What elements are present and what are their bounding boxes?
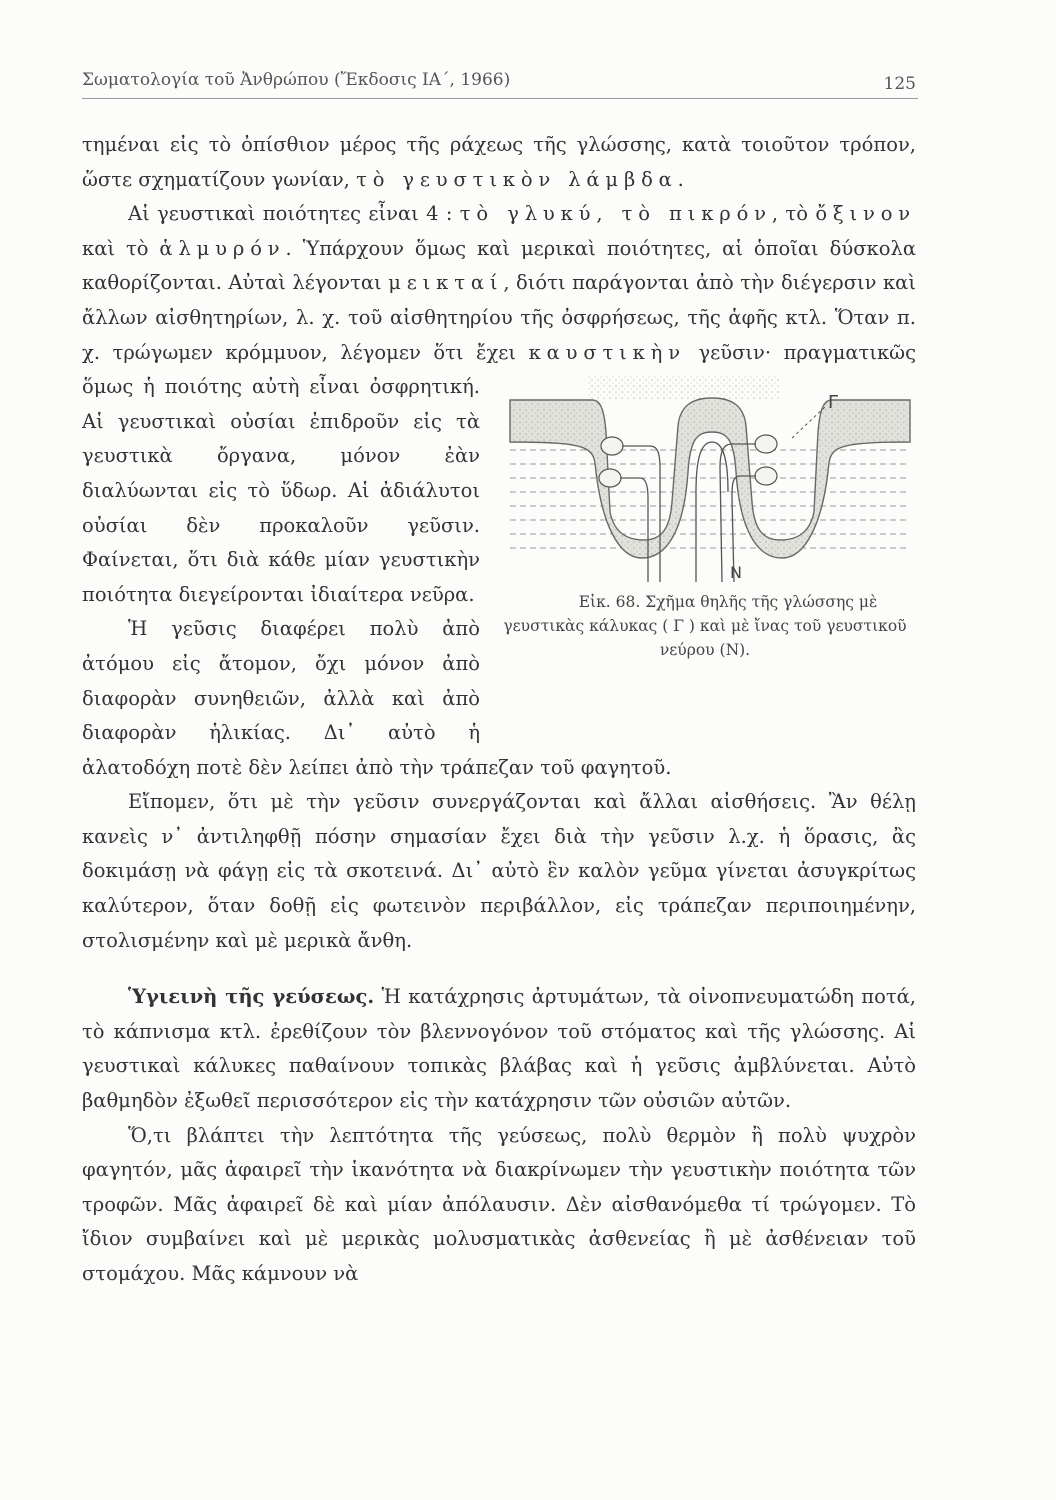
text-run: Αἱ γευστικαὶ ποιότητες εἶναι 4 : <box>128 202 460 226</box>
text-run: . Ὑπάρχουν ὅμως καὶ μερικαὶ ποιότητες, αἱ ὁποῖαι δύσκολα καθορίζονται. Αὐταὶ λέγονται <box>82 236 916 295</box>
figure-68 <box>494 372 916 718</box>
text-run: καὶ τὸ <box>82 236 160 260</box>
spaced-term: ὄξινον <box>815 202 916 226</box>
spaced-term: τὸ γλυκύ, τὸ πικρόν <box>459 202 772 226</box>
figure-caption: Εἰκ. 68. Σχῆμα θηλῆς τῆς γλώσσης μὲ γευστικὰς κάλυκας ( Γ ) καὶ μὲ ἴνας τοῦ γευστικοῦ νεύρου (N). <box>503 593 907 660</box>
spaced-term: ἁλμυρόν <box>159 236 286 260</box>
paragraph-4: Εἴπομεν, ὅτι μὲ τὴν γεῦσιν συνεργάζονται καὶ ἄλλαι αἰσθήσεις. Ἂν θέλῃ κανεὶς ν᾽ ἀντιληφθῇ πόσην σημασίαν ἔχει διὰ τὴν γεῦσιν λ.χ. ἡ ὅρασις, ἂς δοκιμάσῃ νὰ φάγῃ εἰς τὰ σκοτεινά. Δι᾽ αὐτὸ ἓν καλὸν γεῦμα γίνεται ἀσυγκρίτως καλύτερον, ὅταν δοθῇ εἰς φωτεινὸν περιβάλλον, εἰς τράπεζαν περιποιημένην, στολισμένην καὶ μὲ μερικὰ ἄνθη. <box>82 790 916 952</box>
papilla-illustration <box>500 372 912 582</box>
paragraph-2 <box>82 197 916 660</box>
text-run: , διότι παράγονται ἀπὸ τὴν διέγερσιν καὶ ἄλλων αἰσθητηρίων, λ. χ. τοῦ αἰσθητηρίου τῆς ὀσφρήσεως, τῆς ἁφῆς κτλ. Ὅταν π. χ. τρώγωμεν κρόμμυον, λέγομεν ὅτι ἔχει <box>82 271 916 364</box>
text-run: γεῦσιν· πραγματικῶς ὅμως ἡ ποιότης αὐτὴ εἶναι ὀσφρητική. Αἱ γευστικαὶ οὐσίαι ἐπιδροῦν εἰς τὰ γευστικὰ ὄργανα, μόνον ἐὰν διαλύωνται εἰς τὸ ὕδωρ. Αἱ ἀδιάλυτοι οὐσίαι δὲν προκαλοῦν γεῦσιν. Φαίνεται, ὅτι διὰ κάθε μίαν γευστικὴν ποιότητα διεγείρονται ἰδιαίτερα νεῦρα. <box>82 340 916 606</box>
spaced-term: μεικταί <box>388 271 504 295</box>
spaced-term: καυστικὴν <box>528 340 686 364</box>
text-run: , τὸ <box>771 202 816 226</box>
running-header <box>82 66 918 99</box>
section-spacer <box>82 958 916 980</box>
text-run: τημέναι εἰς τὸ ὀπίσθιον μέρος τῆς ράχεως τῆς γλώσσης, κατὰ τοιοῦτον τρόπον, ὥστε σχηματίζουν γωνίαν, <box>82 133 916 191</box>
header-title: Σωματολογία τοῦ Ἀνθρώπου (Ἔκδοσις ΙΑ΄, 1966) <box>82 70 511 90</box>
section-heading: Ὑγιεινὴ τῆς γεύσεως. <box>128 985 375 1009</box>
label-n: N <box>730 563 742 583</box>
body-text <box>82 128 916 1292</box>
upper-texture <box>588 376 780 400</box>
paragraph-1 <box>82 128 916 197</box>
page-number: 125 <box>883 74 916 94</box>
label-gamma: Γ <box>828 392 839 414</box>
paragraph-3: Ἡ γεῦσις διαφέρει πολὺ ἀπὸ ἀτόμου εἰς ἄτομον, ὄχι μόνον ἀπὸ διαφορὰν συνηθειῶν, ἀλλὰ καὶ ἀπὸ διαφορὰν ἡλικίας. Δι᾽ αὐτὸ ἡ ἀλατοδόχη ποτὲ δὲν λείπει ἀπὸ τὴν τράπεζαν τοῦ φαγητοῦ. <box>82 617 672 779</box>
paragraph-6: Ὅ,τι βλάπτει τὴν λεπτότητα τῆς γεύσεως, πολὺ θερμὸν ἢ πολὺ ψυχρὸν φαγητόν, μᾶς ἀφαιρεῖ τὴν ἱκανότητα νὰ διακρίνωμεν τὴν γευστικὴν ποιότητα τῶν τροφῶν. Μᾶς ἀφαιρεῖ δὲ καὶ μίαν ἀπόλαυσιν. Δὲν αἰσθανόμεθα τί τρώγομεν. Τὸ ἴδιον συμβαίνει καὶ μὲ μερικὰς μολυσματικὰς ἀσθενείας ἢ μὲ ἀσθένειαν τοῦ στομάχου. Μᾶς κάμνουν νὰ <box>82 1123 916 1285</box>
spaced-term: τὸ γευστικὸν λάμβδα <box>356 167 678 191</box>
text-run: . <box>677 167 684 191</box>
text-run: Ἡ κατάχρησις ἀρτυμάτων, τὰ οἰνοπνευματώδη ποτά, τὸ κάπνισμα κτλ. ἐρεθίζουν τὸν βλεννογόνον τοῦ στόματος καὶ τῆς γλώσσης. Αἱ γευστικαὶ κάλυκες παθαίνουν τοπικὰς βλάβας καὶ ἡ γεῦσις ἀμβλύνεται. Αὐτὸ βαθμηδὸν ἐξωθεῖ περισσότερον εἰς τὴν κατάχρησιν τῶν οὐσιῶν αὐτῶν. <box>82 985 917 1113</box>
dashed-tissue <box>510 450 910 548</box>
paragraph-hygiene <box>82 980 916 1118</box>
